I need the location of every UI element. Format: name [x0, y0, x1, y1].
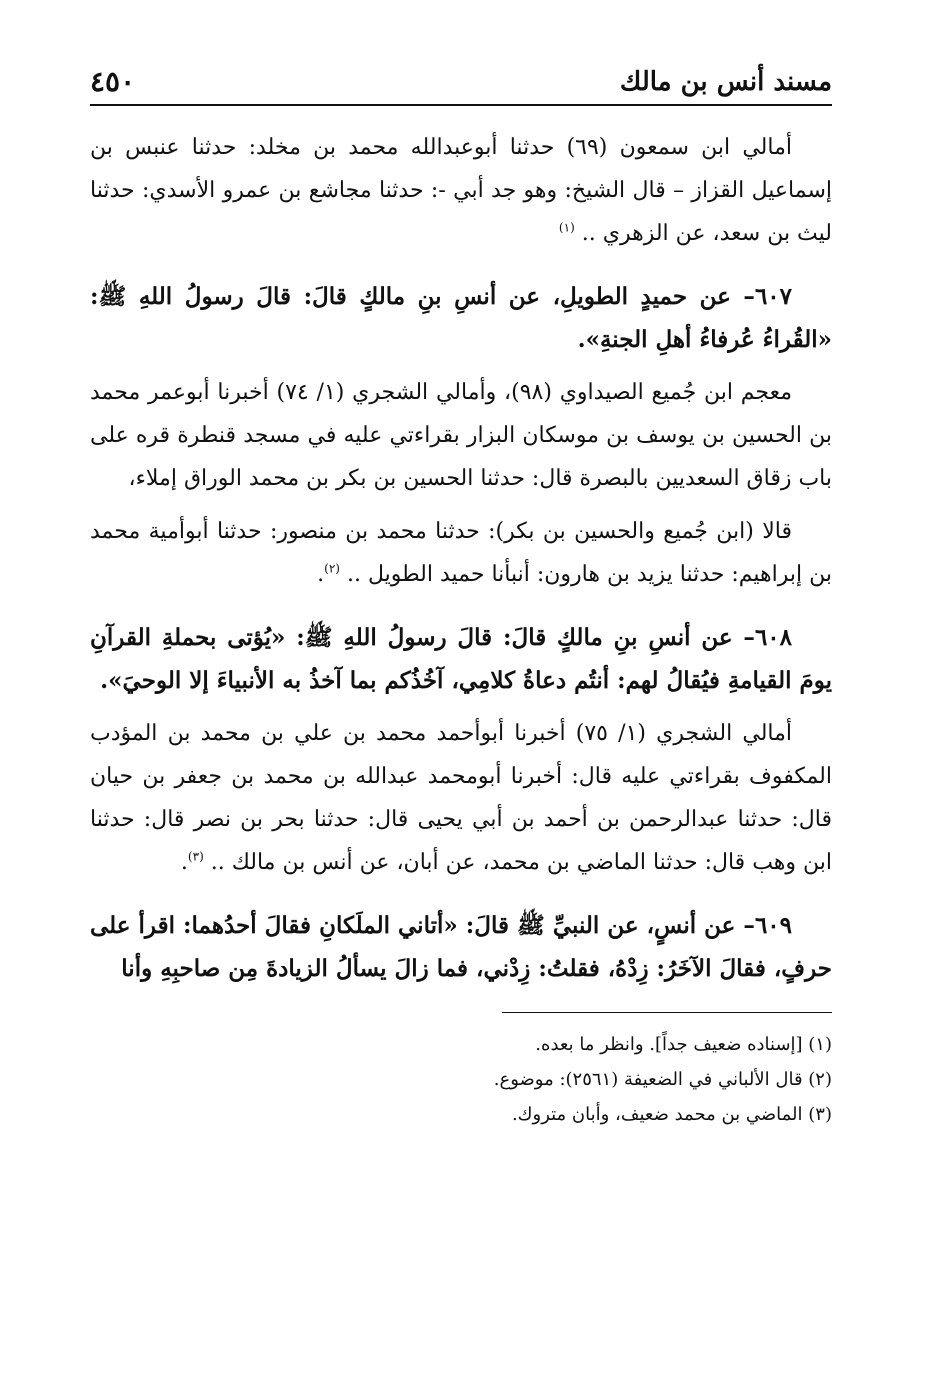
footnote-item: (٢) قال الألباني في الضعيفة (٢٥٦١): موضوع. [493, 1069, 832, 1090]
header-title: مسند أنس بن مالك [619, 67, 832, 97]
footnote-item: (٣) الماضي بن محمد ضعيف، وأبان متروك. [511, 1104, 832, 1125]
source-paragraph: قالا (ابن جُميع والحسين بن بكر): حدثنا محمد بن منصور: حدثنا أبوأمية محمد بن إبراهيم: حدثنا يزيد بن هارون: أنبأنا حميد الطويل .. $^{(٢)}$. [90, 519, 832, 587]
footnote-ref: (١) [558, 220, 575, 235]
hadith-paragraph: ٦٠٩– عن أنسٍ، عن النبيِّ ﷺ قالَ: «أتاني الملَكانِ فقالَ أحدُهما: اقرأ على حرفٍ، فقالَ الآخَرُ: زِدْهُ، فقلتُ: زِدْني، فما زالَ يسألُ الزيادةَ مِن صاحبِهِ وأنا [90, 912, 832, 982]
source-paragraph: أمالي ابن سمعون (٦٩) حدثنا أبوعبدالله محمد بن مخلد: حدثنا عنبس بن إسماعيل القزاز – قال الشيخ: وهو جد أبي -: حدثنا مجاشع بن عمرو الأسدي: حدثنا ليث بن سعد، عن الزهري .. $^{(١)}$ [90, 135, 832, 246]
hadith-paragraph: ٦٠٨– عن أنسِ بنِ مالكٍ قالَ: قالَ رسولُ اللهِ ﷺ: «يُؤتى بحملةِ القرآنِ يومَ القيامةِ فيُقالُ لهم: أنتُم دعاةُ كلامِي، آخُذُكم بما آخذُ به الأنبياءَ إلا الوحيَ». [90, 624, 832, 694]
footnote-ref: (٣) [187, 849, 204, 864]
footnotes [90, 1027, 832, 1132]
footnote-ref: (٢) [324, 561, 340, 576]
footnote-divider [502, 1012, 832, 1013]
footnote-item: (١) [إسناده ضعيف جداً]. وانظر ما بعده. [535, 1034, 832, 1055]
source-paragraph: معجم ابن جُميع الصيداوي (٩٨)، وأمالي الشجري (١/ ٧٤) أخبرنا أبوعمر محمد بن الحسين بن يوسف بن موسكان البزار بقراءتي عليه في مسجد قنطرة قره على باب زقاق السعديين بالبصرة قال: حدثنا الحسين بن بكر بن محمد الوراق إملاء، [90, 380, 832, 491]
main-text [90, 126, 832, 990]
source-paragraph: أمالي الشجري (١/ ٧٥) أخبرنا أبوأحمد محمد بن علي بن محمد بن المؤدب المكفوف بقراءتي عليه قال: أخبرنا أبومحمد عبدالله بن محمد بن جعفر بن حيان قال: حدثنا عبدالرحمن بن أحمد بن أبي يحيى قال: حدثنا بحر بن نصر قال: حدثنا ابن وهب قال: حدثنا الماضي بن محمد، عن أبان، عن أنس بن مالك .. $^{(٣)}$. [90, 721, 832, 875]
running-header [90, 60, 832, 106]
page-number: ٤٥٠ [90, 65, 136, 98]
page [90, 60, 832, 1132]
hadith-paragraph: ٦٠٧– عن حميدٍ الطويلِ، عن أنسِ بنِ مالكٍ قالَ: قالَ رسولُ اللهِ ﷺ: «القُراءُ عُرفاءُ أهلِ الجنةِ». [90, 283, 832, 353]
